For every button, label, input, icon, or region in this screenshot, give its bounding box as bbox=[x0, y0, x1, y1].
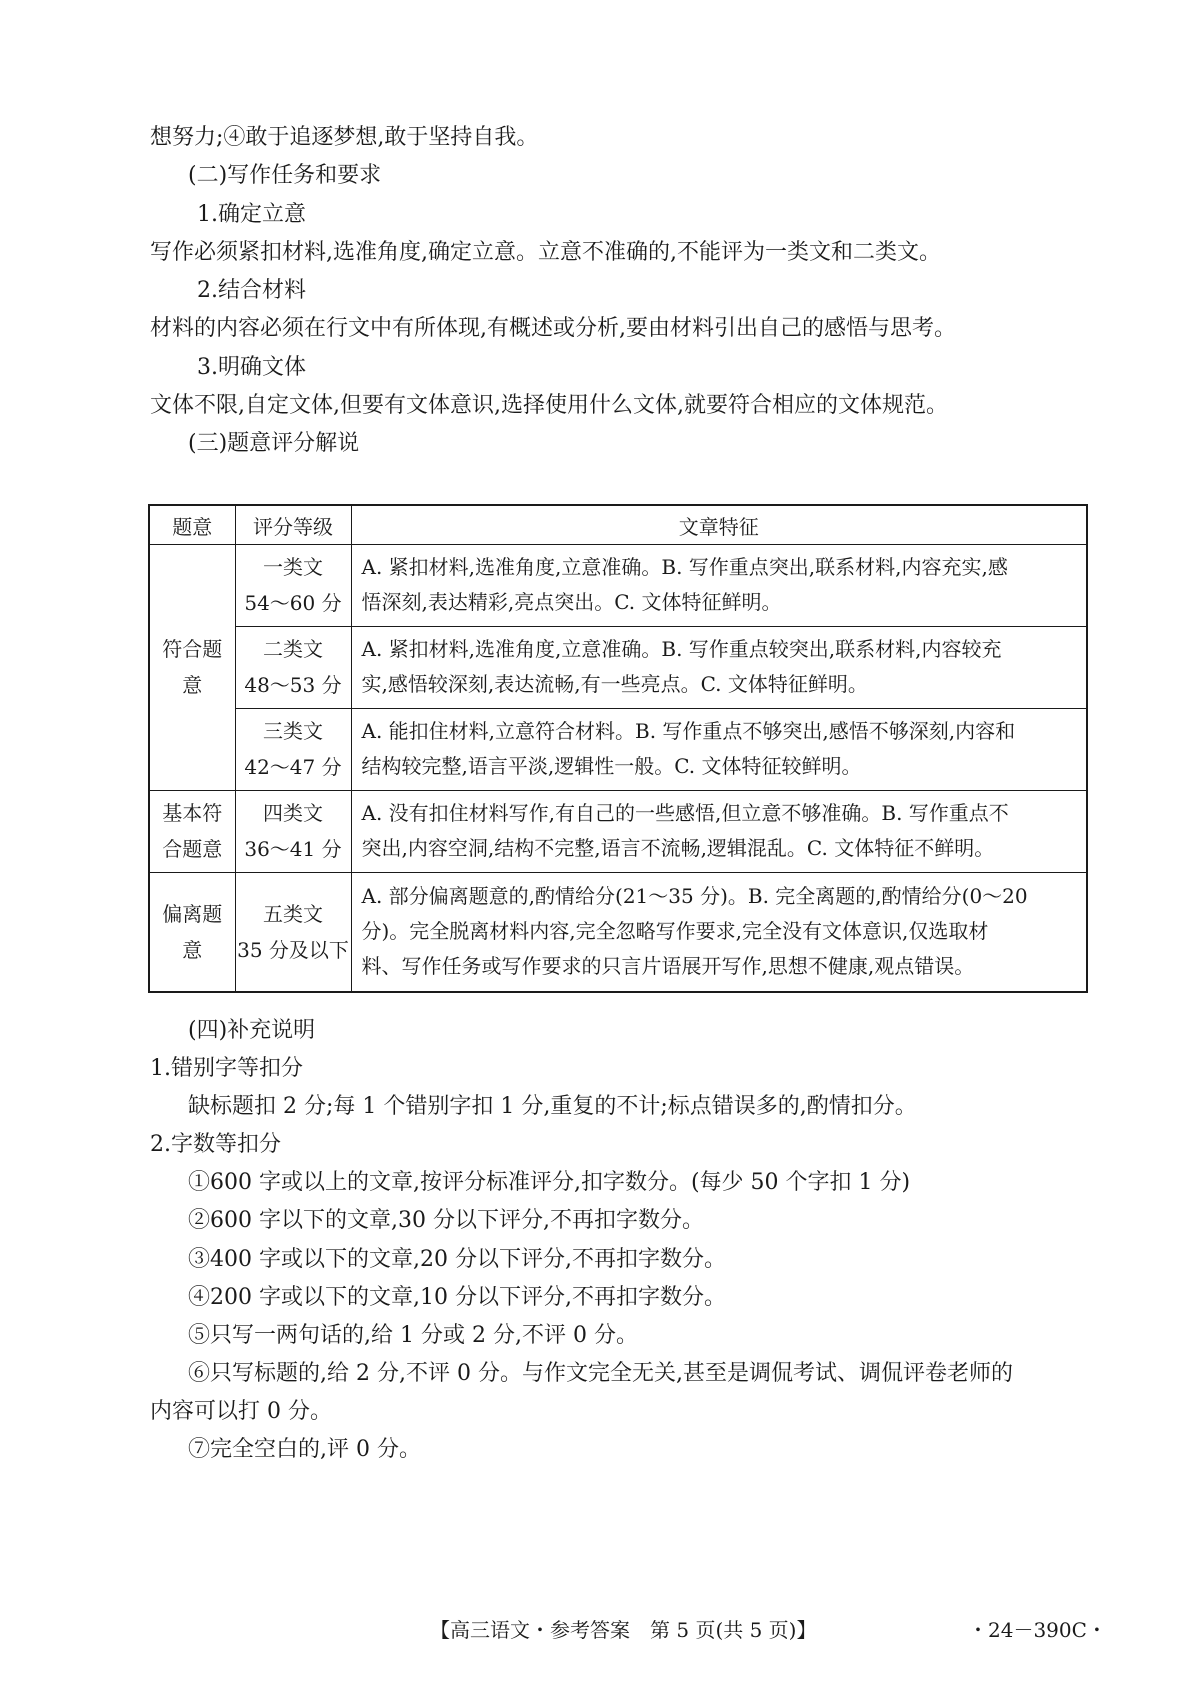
section2-item2-title: 2.结合材料 bbox=[197, 278, 306, 303]
section2-item3-text: 文体不限,自定文体,但要有文体意识,选择使用什么文体,就要符合相应的文体规范。 bbox=[150, 393, 948, 418]
section2-item1-text: 写作必须紧扣材料,选准角度,确定立意。立意不准确的,不能评为一类文和二类文。 bbox=[150, 240, 941, 265]
table-row bbox=[149, 708, 1087, 790]
level-name: 五类文 bbox=[263, 901, 323, 926]
level-range: 48～53 分 bbox=[244, 673, 342, 698]
level-cell-class2 bbox=[235, 626, 351, 708]
features-line: 料、写作任务或写作要求的只言片语展开写作,思想不健康,观点错误。 bbox=[361, 954, 975, 979]
page-footer-code: ・24－390C・ bbox=[968, 1618, 1107, 1642]
wordcount-rule-2: ②600 字以下的文章,30 分以下评分,不再扣字数分。 bbox=[188, 1208, 704, 1233]
level-range: 35 分及以下 bbox=[237, 937, 349, 962]
level-cell-class3 bbox=[235, 708, 351, 790]
features-line: A. 紧扣材料,选准角度,立意准确。B. 写作重点突出,联系材料,内容充实,感 bbox=[361, 555, 1008, 580]
table-row bbox=[149, 545, 1087, 627]
features-line: A. 没有扣住材料写作,有自己的一些感悟,但立意不够准确。B. 写作重点不 bbox=[361, 801, 1009, 826]
features-cell-class1 bbox=[351, 545, 1087, 627]
features-line: A. 能扣住材料,立意符合材料。B. 写作重点不够突出,感悟不够深刻,内容和 bbox=[361, 719, 1016, 744]
features-line: 悟深刻,表达精彩,亮点突出。C. 文体特征鲜明。 bbox=[361, 590, 782, 615]
features-line: A. 部分偏离题意的,酌情给分(21～35 分)。B. 完全离题的,酌情给分(0～20 bbox=[361, 884, 1028, 909]
grading-table bbox=[148, 504, 1088, 993]
section2-item3-title: 3.明确文体 bbox=[197, 355, 306, 380]
level-cell-class4 bbox=[235, 790, 351, 872]
section2-item2-text: 材料的内容必须在行文中有所体现,有概述或分析,要由材料引出自己的感悟与思考。 bbox=[150, 316, 956, 341]
wordcount-rule-6-line2: 内容可以打 0 分。 bbox=[150, 1399, 332, 1424]
table-row bbox=[149, 626, 1087, 708]
level-name: 二类文 bbox=[263, 637, 323, 662]
intent-label: 偏离题意 bbox=[162, 901, 223, 962]
features-cell-class2 bbox=[351, 626, 1087, 708]
wordcount-rule-3: ③400 字或以下的文章,20 分以下评分,不再扣字数分。 bbox=[188, 1247, 726, 1272]
wordcount-rule-7: ⑦完全空白的,评 0 分。 bbox=[188, 1437, 421, 1462]
section2-heading: (二)写作任务和要求 bbox=[188, 163, 382, 188]
intent-cell-basic bbox=[149, 790, 235, 872]
header-level: 评分等级 bbox=[235, 505, 351, 545]
section4-heading: (四)补充说明 bbox=[188, 1018, 316, 1043]
header-features: 文章特征 bbox=[351, 505, 1087, 545]
features-line: 分)。完全脱离材料内容,完全忽略写作要求,完全没有文体意识,仅选取材 bbox=[361, 919, 989, 944]
features-line: 结构较完整,语言平淡,逻辑性一般。C. 文体特征较鲜明。 bbox=[361, 754, 862, 779]
intent-label: 合题意 bbox=[162, 837, 223, 862]
wordcount-rule-5: ⑤只写一两句话的,给 1 分或 2 分,不评 0 分。 bbox=[188, 1323, 638, 1348]
grading-table-header-row bbox=[149, 505, 1087, 545]
header-intent: 题意 bbox=[149, 505, 235, 545]
section4-item1-title: 1.错别字等扣分 bbox=[150, 1056, 303, 1081]
section4-item1-text: 缺标题扣 2 分;每 1 个错别字扣 1 分,重复的不计;标点错误多的,酌情扣分。 bbox=[188, 1094, 917, 1119]
table-row bbox=[149, 790, 1087, 872]
section4-item2-title: 2.字数等扣分 bbox=[150, 1132, 281, 1157]
features-line: 实,感悟较深刻,表达流畅,有一些亮点。C. 文体特征鲜明。 bbox=[361, 672, 868, 697]
features-cell-class3 bbox=[351, 708, 1087, 790]
table-row bbox=[149, 872, 1087, 992]
page-footer-title: 【高三语文・参考答案 第 5 页(共 5 页)】 bbox=[430, 1618, 817, 1642]
level-range: 36～41 分 bbox=[244, 837, 342, 862]
section2-item1-title: 1.确定立意 bbox=[197, 202, 306, 227]
intent-cell-deviating bbox=[149, 872, 235, 992]
level-name: 四类文 bbox=[263, 801, 323, 826]
intent-label: 符合题意 bbox=[162, 637, 223, 698]
features-cell-class4 bbox=[351, 790, 1087, 872]
wordcount-rule-4: ④200 字或以下的文章,10 分以下评分,不再扣字数分。 bbox=[188, 1285, 726, 1310]
wordcount-rule-1: ①600 字或以上的文章,按评分标准评分,扣字数分。(每少 50 个字扣 1 分) bbox=[188, 1170, 911, 1195]
level-name: 一类文 bbox=[263, 555, 323, 580]
intro-tail-text: 想努力;④敢于追逐梦想,敢于坚持自我。 bbox=[150, 125, 539, 150]
section3-heading: (三)题意评分解说 bbox=[188, 431, 360, 456]
features-cell-class5 bbox=[351, 872, 1087, 992]
level-range: 54～60 分 bbox=[244, 591, 342, 616]
features-line: A. 紧扣材料,选准角度,立意准确。B. 写作重点较突出,联系材料,内容较充 bbox=[361, 637, 1002, 662]
level-range: 42～47 分 bbox=[244, 755, 342, 780]
features-line: 突出,内容空洞,结构不完整,语言不流畅,逻辑混乱。C. 文体特征不鲜明。 bbox=[361, 836, 995, 861]
intent-cell-matching bbox=[149, 545, 235, 791]
level-cell-class1 bbox=[235, 545, 351, 627]
intent-label: 基本符 bbox=[162, 801, 223, 826]
wordcount-rule-6-line1: ⑥只写标题的,给 2 分,不评 0 分。与作文完全无关,甚至是调侃考试、调侃评卷老师的 bbox=[188, 1361, 1013, 1386]
level-name: 三类文 bbox=[263, 719, 323, 744]
level-cell-class5 bbox=[235, 872, 351, 992]
